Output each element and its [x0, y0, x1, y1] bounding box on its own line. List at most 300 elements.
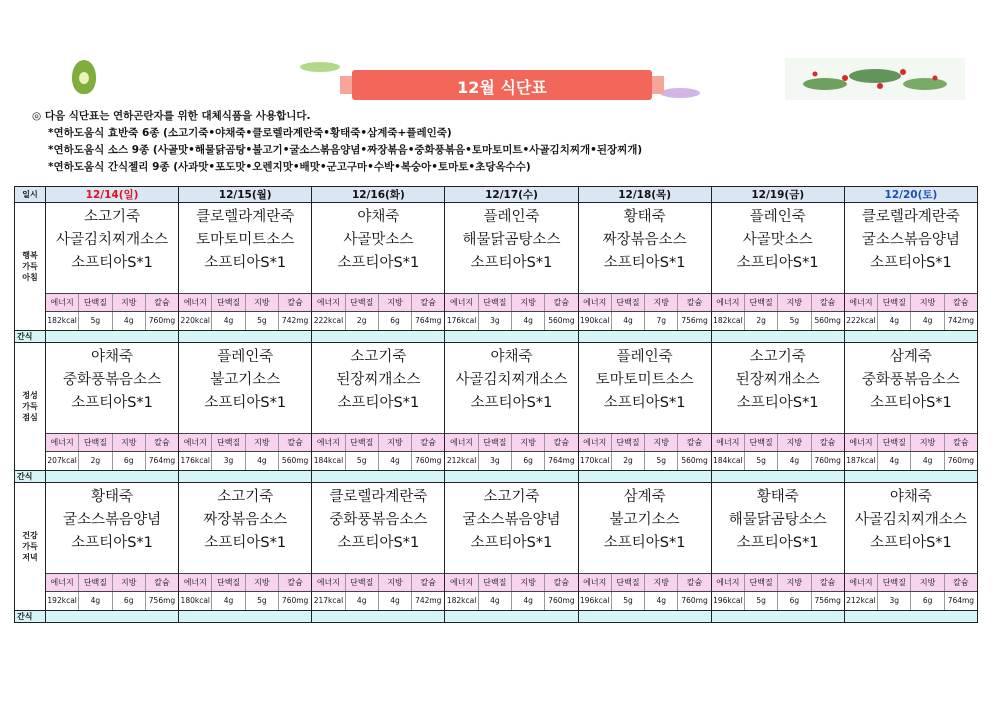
dish-name: 짜장볶음소스	[602, 232, 687, 248]
day-header: 12/16(화)	[312, 187, 445, 203]
nutrient-label: 칼슘	[278, 574, 311, 591]
nutrient-label: 단백질	[877, 294, 910, 311]
nutrient-label: 지방	[112, 434, 145, 451]
nutrient-value: 182kcal	[47, 316, 77, 325]
nutrient-value: 4g	[877, 312, 910, 330]
nutrient-values	[445, 312, 577, 330]
meal-label-line: 저녁	[22, 553, 38, 562]
nutrient-value: 764mg	[544, 452, 577, 470]
dish-name: 해물닭곰탕소스	[728, 512, 827, 528]
snack-cell	[711, 331, 844, 343]
snack-label: 간식	[15, 331, 46, 343]
dish-name: 사골김치찌개소스	[455, 372, 568, 388]
dish-name: 소프티아S*1	[870, 395, 952, 411]
nutrient-label: 지방	[910, 574, 943, 591]
nutrient-value: 760mg	[811, 452, 844, 470]
nutrient-label: 에너지	[50, 578, 74, 587]
menu-cell	[312, 343, 445, 471]
dish-name: 소프티아S*1	[204, 535, 287, 551]
nutrient-header	[179, 293, 311, 312]
nutrient-label: 지방	[378, 574, 411, 591]
nutrient-label: 에너지	[583, 298, 607, 307]
dish-name: 소프티아S*1	[470, 535, 553, 551]
nutrient-value: 742mg	[411, 592, 444, 610]
nutrient-value: 760mg	[544, 592, 577, 610]
meal-label-line: 정성	[22, 391, 38, 400]
nutrient-label: 에너지	[716, 438, 740, 447]
nutrient-label: 칼슘	[544, 434, 577, 451]
day-header: 12/20(토)	[844, 187, 977, 203]
dish-name: 야채죽	[889, 489, 932, 505]
nutrient-label: 지방	[511, 434, 544, 451]
nutrient-label: 단백질	[78, 574, 111, 591]
snack-cell	[578, 331, 711, 343]
nutrient-value: 6g	[777, 592, 810, 610]
nutrient-label: 지방	[112, 294, 145, 311]
nutrient-label: 단백질	[877, 574, 910, 591]
nutrient-header	[312, 433, 444, 452]
nutrient-value: 560mg	[278, 452, 311, 470]
nutrient-values	[579, 312, 711, 330]
nutrient-value: 182kcal	[446, 596, 477, 605]
nutrient-label: 에너지	[849, 578, 873, 587]
nutrient-value: 4g	[211, 312, 244, 330]
nutrient-label: 칼슘	[411, 434, 444, 451]
nutrient-header	[445, 293, 577, 312]
dish-name: 짜장볶음소스	[203, 512, 288, 528]
nutrient-value: 5g	[611, 592, 644, 610]
leaf-decoration-left	[300, 62, 340, 72]
dish-name: 플레인죽	[749, 209, 806, 225]
snack-cell	[578, 471, 711, 483]
nutrient-values	[46, 452, 178, 470]
nutrient-label: 단백질	[478, 294, 511, 311]
menu-cell-body	[445, 206, 577, 330]
snack-label: 간식	[15, 471, 46, 483]
snack-cell	[578, 611, 711, 623]
nutrient-value: 560mg	[677, 452, 710, 470]
nutrient-header	[712, 433, 844, 452]
dish-name: 토마토미트소스	[595, 372, 694, 388]
menu-cell-body	[712, 346, 844, 470]
dish-name: 황태죽	[91, 489, 134, 505]
dish-name: 해물닭곰탕소스	[462, 232, 561, 248]
notice-line: ◎ 다음 식단표는 연하곤란자를 위한 대체식품을 사용합니다.	[32, 110, 311, 122]
nutrient-label: 지방	[644, 294, 677, 311]
dish-name: 소프티아S*1	[470, 255, 553, 271]
nutrient-value: 222kcal	[313, 316, 344, 325]
nutrient-label: 에너지	[183, 578, 207, 587]
menu-cell	[844, 203, 977, 331]
dish-name: 소프티아S*1	[736, 395, 819, 411]
meal-row	[15, 203, 978, 331]
nutrient-label: 지방	[511, 294, 544, 311]
nutrient-value: 5g	[744, 592, 777, 610]
nutrient-header	[579, 573, 711, 592]
nutrient-label: 에너지	[583, 438, 607, 447]
nutrient-label: 단백질	[877, 434, 910, 451]
nutrient-label: 에너지	[716, 578, 740, 587]
nutrient-value: 6g	[511, 452, 544, 470]
nutrient-label: 지방	[378, 434, 411, 451]
nutrient-values	[845, 452, 977, 470]
menu-cell-body	[445, 486, 577, 610]
nutrient-value: 4g	[378, 452, 411, 470]
day-header-row	[15, 187, 978, 203]
nutrient-value: 4g	[910, 452, 943, 470]
snack-cell	[844, 471, 977, 483]
nutrient-header	[579, 433, 711, 452]
nutrient-value: 760mg	[278, 592, 311, 610]
nutrient-value: 4g	[910, 312, 943, 330]
meal-label-line: 점심	[22, 413, 38, 422]
meal-row	[15, 483, 978, 611]
dish-name: 소고기죽	[483, 489, 540, 505]
nutrient-values	[712, 452, 844, 470]
nutrient-label: 단백질	[345, 434, 378, 451]
nutrient-label: 지방	[910, 294, 943, 311]
menu-cell-body	[179, 486, 311, 610]
nutrient-label: 단백질	[211, 294, 244, 311]
nutrient-value: 176kcal	[180, 456, 211, 465]
menu-cell	[578, 483, 711, 611]
nutrient-value: 5g	[245, 592, 278, 610]
dish-name: 플레인죽	[217, 349, 274, 365]
nutrient-label: 지방	[245, 434, 278, 451]
menu-cell	[312, 203, 445, 331]
nutrient-values	[845, 592, 977, 610]
nutrient-value: 2g	[345, 312, 378, 330]
dish-name: 중화풍볶음소스	[861, 372, 960, 388]
nutrient-label: 에너지	[316, 578, 341, 587]
meal-label-line: 가득	[22, 262, 38, 271]
meal-label-line: 아침	[22, 273, 38, 282]
nutrient-label: 칼슘	[944, 294, 977, 311]
nutrient-values	[179, 592, 311, 610]
nutrient-header	[845, 433, 977, 452]
nutrient-label: 에너지	[449, 578, 474, 587]
nutrient-header	[845, 573, 977, 592]
nutrient-value: 220kcal	[180, 316, 211, 325]
menu-table	[14, 186, 978, 623]
day-header: 12/14(일)	[46, 187, 179, 203]
dish-name: 소프티아S*1	[71, 255, 153, 271]
snack-cell	[844, 331, 977, 343]
title-banner	[352, 70, 652, 100]
nutrient-value: 4g	[78, 592, 111, 610]
nutrient-value: 2g	[744, 312, 777, 330]
nutrient-value: 3g	[478, 452, 511, 470]
nutrient-label: 단백질	[744, 434, 777, 451]
nutrient-label: 단백질	[78, 294, 111, 311]
nutrient-value: 2g	[78, 452, 111, 470]
notice-line: *연하도움식 소스 9종 (사골맛•해물닭곰탕•불고기•굴소스볶음양념•짜장볶음•중화풍볶음•토마토미트•사골김치찌개•된장찌개)	[48, 144, 643, 156]
dish-name: 소프티아S*1	[870, 535, 952, 551]
meal-label-line: 가득	[22, 402, 38, 411]
dish-name: 소고기죽	[350, 349, 407, 365]
nutrient-header	[46, 433, 178, 452]
menu-cell	[844, 343, 977, 471]
nutrient-value: 190kcal	[579, 316, 610, 325]
nutrient-label: 에너지	[716, 298, 740, 307]
dish-name: 사골맛소스	[742, 232, 813, 248]
dish-name: 된장찌개소스	[735, 372, 820, 388]
dish-name: 소프티아S*1	[204, 255, 287, 271]
nutrient-value: 196kcal	[579, 596, 610, 605]
dish-name: 된장찌개소스	[336, 372, 421, 388]
nutrient-value: 176kcal	[446, 316, 477, 325]
nutrient-label: 칼슘	[677, 574, 710, 591]
dish-name: 야채죽	[91, 349, 134, 365]
nutrient-value: 212kcal	[846, 596, 876, 605]
nutrient-label: 칼슘	[145, 294, 178, 311]
nutrient-value: 742mg	[944, 312, 977, 330]
dish-name: 야채죽	[357, 209, 400, 225]
nutrient-value: 4g	[245, 452, 278, 470]
snack-cell	[312, 611, 445, 623]
nutrient-value: 760mg	[145, 312, 178, 330]
nutrient-value: 212kcal	[446, 456, 477, 465]
meal-label-line: 건강	[22, 531, 38, 540]
nutrient-header	[312, 573, 444, 592]
nutrient-value: 184kcal	[313, 456, 344, 465]
nutrient-value: 764mg	[145, 452, 178, 470]
dish-name: 소프티아S*1	[603, 255, 686, 271]
dish-name: 중화풍볶음소스	[63, 372, 162, 388]
nutrient-values	[579, 592, 711, 610]
menu-cell-body	[46, 486, 178, 610]
menu-cell	[46, 203, 179, 331]
nutrient-label: 칼슘	[145, 574, 178, 591]
nutrient-header	[445, 433, 577, 452]
nutrient-header	[46, 293, 178, 312]
dish-name: 소프티아S*1	[71, 535, 153, 551]
menu-cell-body	[179, 346, 311, 470]
dish-name: 불고기소스	[609, 512, 680, 528]
nutrient-value: 5g	[345, 452, 378, 470]
snack-row	[15, 611, 978, 623]
dish-name: 클로렐라계란죽	[861, 209, 960, 225]
nutrient-label: 지방	[777, 294, 810, 311]
nutrient-value: 6g	[112, 592, 145, 610]
snack-cell	[312, 331, 445, 343]
nutrient-label: 에너지	[849, 438, 873, 447]
nutrient-label: 단백질	[611, 294, 644, 311]
nutrient-value: 3g	[877, 592, 910, 610]
nutrient-label: 칼슘	[677, 294, 710, 311]
snack-label: 간식	[15, 611, 46, 623]
menu-cell	[445, 203, 578, 331]
nutrient-label: 칼슘	[278, 434, 311, 451]
dish-name: 굴소스볶음양념	[63, 512, 162, 528]
nutrient-label: 에너지	[50, 298, 74, 307]
dish-name: 소프티아S*1	[337, 395, 420, 411]
menu-cell	[445, 343, 578, 471]
snack-cell	[46, 331, 179, 343]
nutrient-label: 칼슘	[544, 294, 577, 311]
nutrient-value: 4g	[644, 592, 677, 610]
nutrient-value: 187kcal	[846, 456, 876, 465]
nutrient-label: 에너지	[449, 298, 474, 307]
snack-cell	[711, 611, 844, 623]
nutrient-label: 에너지	[316, 438, 341, 447]
dish-name: 토마토미트소스	[196, 232, 295, 248]
snack-cell	[179, 611, 312, 623]
nutrient-value: 560mg	[811, 312, 844, 330]
nutrient-value: 6g	[112, 452, 145, 470]
nutrient-label: 에너지	[183, 298, 207, 307]
snack-cell	[312, 471, 445, 483]
dish-name: 소프티아S*1	[204, 395, 287, 411]
nutrient-label: 지방	[112, 574, 145, 591]
dish-name: 사골맛소스	[343, 232, 414, 248]
nutrient-value: 5g	[644, 452, 677, 470]
nutrient-values	[312, 312, 444, 330]
nutrient-value: 764mg	[411, 312, 444, 330]
nutrient-label: 단백질	[345, 294, 378, 311]
menu-cell	[46, 483, 179, 611]
nutrient-values	[179, 452, 311, 470]
menu-cell	[578, 203, 711, 331]
dish-name: 소프티아S*1	[603, 395, 686, 411]
nutrient-value: 3g	[478, 312, 511, 330]
nutrient-value: 5g	[744, 452, 777, 470]
dish-name: 소고기죽	[749, 349, 806, 365]
dish-name: 중화풍볶음소스	[329, 512, 428, 528]
dish-name: 클로렐라계란죽	[329, 489, 428, 505]
nutrient-label: 지방	[245, 294, 278, 311]
nutrient-value: 2g	[611, 452, 644, 470]
nutrient-label: 단백질	[744, 574, 777, 591]
nutrient-label: 지방	[644, 574, 677, 591]
nutrient-label: 칼슘	[944, 434, 977, 451]
notice-text	[32, 108, 642, 176]
snack-row	[15, 471, 978, 483]
nutrient-values	[712, 592, 844, 610]
menu-cell-body	[46, 206, 178, 330]
menu-cell-body	[579, 346, 711, 470]
menu-cell	[711, 343, 844, 471]
nutrient-label: 단백질	[78, 434, 111, 451]
day-header: 12/17(수)	[445, 187, 578, 203]
dish-name: 삼계죽	[623, 489, 666, 505]
meal-row	[15, 343, 978, 471]
menu-cell-body	[845, 346, 977, 470]
nutrient-label: 에너지	[583, 578, 607, 587]
snack-row	[15, 331, 978, 343]
nutrient-value: 756mg	[145, 592, 178, 610]
menu-cell-body	[579, 486, 711, 610]
nutrient-label: 지방	[511, 574, 544, 591]
dish-name: 소프티아S*1	[71, 395, 153, 411]
nutrient-value: 196kcal	[713, 596, 743, 605]
nutrient-value: 4g	[777, 452, 810, 470]
snack-cell	[844, 611, 977, 623]
nutrient-value: 764mg	[944, 592, 977, 610]
meal-label	[15, 203, 46, 331]
nutrient-value: 7g	[644, 312, 677, 330]
menu-cell-body	[312, 346, 444, 470]
nutrient-value: 4g	[345, 592, 378, 610]
notice-line: *연하도움식 간식젤리 9종 (사과맛•포도맛•오렌지맛•배맛•군고구마•수박•복숭아•토마토•초당옥수수)	[48, 161, 531, 173]
dish-name: 소프티아S*1	[603, 535, 686, 551]
nutrient-values	[445, 592, 577, 610]
dish-name: 소프티아S*1	[337, 255, 420, 271]
dish-name: 불고기소스	[210, 372, 281, 388]
dish-name: 소고기죽	[217, 489, 274, 505]
nutrient-value: 4g	[511, 592, 544, 610]
nutrient-label: 칼슘	[811, 434, 844, 451]
nutrient-value: 222kcal	[846, 316, 876, 325]
dish-name: 사골김치찌개소스	[854, 512, 967, 528]
menu-cell-body	[179, 206, 311, 330]
dish-name: 소프티아S*1	[337, 535, 420, 551]
nutrient-label: 단백질	[478, 434, 511, 451]
nutrient-label: 단백질	[744, 294, 777, 311]
holly-decoration	[785, 58, 965, 100]
nutrient-values	[46, 592, 178, 610]
nutrient-header	[312, 293, 444, 312]
dish-name: 삼계죽	[889, 349, 932, 365]
nutrient-label: 에너지	[316, 298, 341, 307]
nutrient-label: 단백질	[211, 434, 244, 451]
nutrient-value: 4g	[478, 592, 511, 610]
nutrient-label: 지방	[777, 574, 810, 591]
nutrient-header	[712, 573, 844, 592]
meal-label	[15, 483, 46, 611]
nutrient-value: 192kcal	[47, 596, 77, 605]
nutrient-values	[845, 312, 977, 330]
nutrient-label: 단백질	[211, 574, 244, 591]
nutrient-value: 742mg	[278, 312, 311, 330]
nutrient-header	[445, 573, 577, 592]
nutrient-value: 756mg	[811, 592, 844, 610]
nutrient-value: 207kcal	[47, 456, 77, 465]
nutrient-label: 에너지	[849, 298, 873, 307]
menu-cell-body	[845, 206, 977, 330]
nutrient-value: 760mg	[677, 592, 710, 610]
menu-cell-body	[312, 486, 444, 610]
nutrient-value: 5g	[78, 312, 111, 330]
nutrient-values	[312, 592, 444, 610]
nutrient-values	[179, 312, 311, 330]
nutrient-value: 760mg	[944, 452, 977, 470]
nutrient-label: 단백질	[478, 574, 511, 591]
nutrient-values	[46, 312, 178, 330]
day-header: 12/19(금)	[711, 187, 844, 203]
menu-cell	[312, 483, 445, 611]
nutrient-label: 지방	[245, 574, 278, 591]
nutrient-values	[712, 312, 844, 330]
meal-label	[15, 343, 46, 471]
nutrient-values	[579, 452, 711, 470]
avocado-illustration	[72, 60, 96, 94]
nutrient-label: 칼슘	[411, 294, 444, 311]
nutrient-header	[46, 573, 178, 592]
dish-name: 황태죽	[623, 209, 666, 225]
nutrient-values	[312, 452, 444, 470]
snack-cell	[445, 471, 578, 483]
dish-name: 플레인죽	[483, 209, 540, 225]
snack-cell	[711, 471, 844, 483]
dish-name: 소프티아S*1	[736, 255, 819, 271]
dish-name: 굴소스볶음양념	[861, 232, 960, 248]
nutrient-label: 지방	[910, 434, 943, 451]
nutrient-value: 4g	[877, 452, 910, 470]
nutrient-value: 184kcal	[713, 456, 743, 465]
snack-cell	[46, 611, 179, 623]
snack-cell	[179, 331, 312, 343]
